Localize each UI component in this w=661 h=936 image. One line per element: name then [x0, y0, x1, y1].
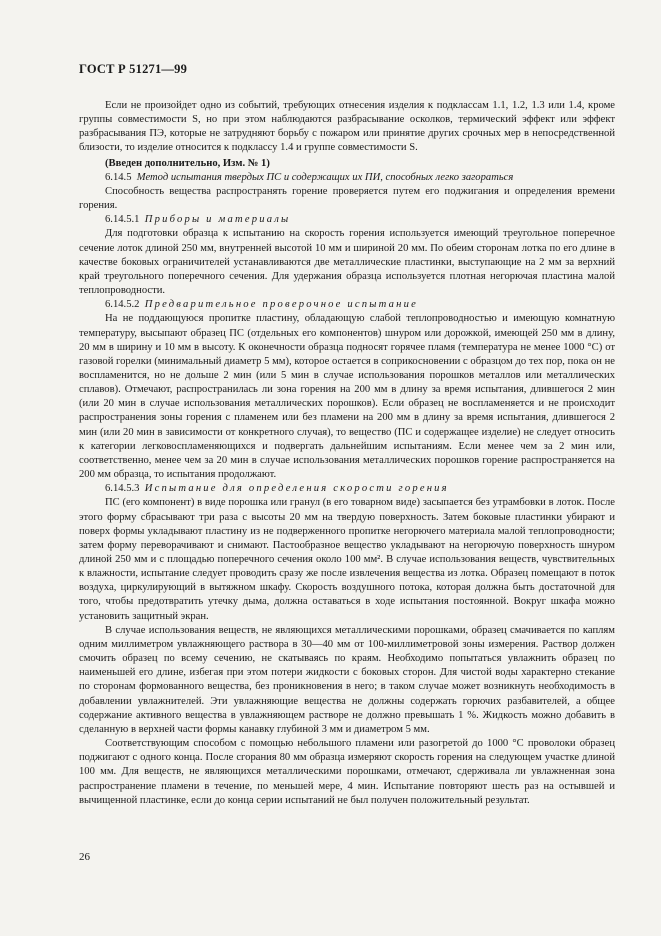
page-number: 26 — [79, 851, 90, 863]
section-6-14-5-3-heading — [79, 482, 615, 496]
section-6-14-5-heading — [79, 171, 615, 185]
section-number: 6.14.5.1 — [105, 214, 140, 226]
section-6-14-5-2-heading — [79, 298, 615, 312]
amendment-note — [79, 157, 615, 171]
section-6-14-5-1-heading — [79, 213, 615, 227]
section-number: 6.14.5.2 — [105, 299, 140, 311]
amendment-note-text: (Введен дополнительно, Изм. № 1) — [105, 157, 270, 169]
section-6-14-5-intro: Способность вещества распространять горение проверяется путем его поджигания и определения времени горения. — [79, 185, 615, 212]
section-6-14-5-3-body-1: ПС (его компонент) в виде порошка или гранул (в его товарном виде) засыпается без утрамбовки в лоток. После этого форму сбрасывают три раза с высоты 20 мм на твердую поверхность. Затем боковые пластинки убирают и поверх формы укладывают пластину из не подверженного пропитке негорючего материала малой теплопроводности; затем форму переворачивают и снимают. Пастообразное вещество укладывают на негорючую поверхность шнуром длиной 250 мм и с площадью поперечного сечения около 100 мм². В случае использования веществ, чувствительных к влажности, испытание следует проводить сразу же после извлечения вещества из лотка. Образец помещают в поток воздуха, циркулирующий в вытяжном шкафу. Скорость воздушного потока, которая должна быть достаточной для того, чтобы предотвратить утечку дыма, должна оставаться в ходе испытания постоянной. Вокруг шкафа можно установить защитный экран. — [79, 497, 615, 622]
paragraph-subclass: Если не произойдет одно из событий, требующих отнесения изделия к подклассам 1.1, 1.2, 1.3 или 1.4, кроме группы совместимости S, но при этом наблюдаются разбрасывание осколков, термический эффект или эффект разбрасывания ПЭ, которые не затрудняют борьбу с пожаром или принятие других срочных мер в непосредственной близости, то изделие относится к подклассу 1.4 и группе совместимости S. — [79, 100, 615, 154]
section-6-14-5-1-body: Для подготовки образца к испытанию на скорость горения используется имеющий треугольное поперечное сечение лоток длиной 250 мм, внутренней высотой 10 мм и шириной 20 мм. По обеим сторонам лотка по его длине в качестве боковых ограничителей устанавливаются две металлические пластинки, выступающие на 2 мм за верхний край треугольного поперечного сечения. Для удержания образца используется плотная негорючая пластина малой теплопроводности. — [79, 228, 615, 297]
section-number: 6.14.5.3 — [105, 483, 140, 495]
section-title: Метод испытания твердых ПС и содержащих их ПИ, способных легко загораться — [136, 171, 514, 183]
section-number: 6.14.5 — [105, 171, 132, 183]
section-6-14-5-2-body: На не поддающуюся пропитке пластину, обладающую слабой теплопроводностью и имеющую комнатную температуру, высыпают образец ПС (отдельных его компонентов) шнуром или дорожкой, имеющей 250 мм в длину, 20 мм в ширину и 10 мм в высоту. К оконечности образца подносят горячее пламя (температура не менее 1000 °С) от газовой горелки (минимальный диаметр 5 мм), которое остается в соприкосновении с образцом до тех пор, пока он не воспламенится, но не дольше 2 мин (или 5 мин в случае использования порошков металлов или металлических сплавов). Отмечают, распространилась ли зона горения на 200 мм в длину за время испытания, длившегося 2 мин (или 20 мин в случае использования металлических порошков). Если образец не воспламеняется и не происходит распространения зоны горения с пламенем или без пламени на 200 мм в длину за время испытания, длившегося 2 мин (или 20 мин в зависимости от конкретного случая), то вещество (ПС и содержащее изделие) не следует относить к категории легковоспламеняющихся и подвергать дальнейшим испытаниям. Если менее чем за 2 мин или, соответственно, менее чем за 20 мин в случае использования металлических порошков горение распространяется на 200 мм образца, то испытания продолжают. — [79, 313, 615, 481]
document-body — [79, 99, 615, 808]
section-6-14-5-3-body-3: Соответствующим способом с помощью небольшого пламени или разогретой до 1000 °С проволоки образец поджигают с одного конца. После сгорания 80 мм образца измеряют скорость горения на следующем участке длиной 100 мм. Для веществ, не являющихся металлическими порошками, отмечают, сдерживала ли увлажненная зона распространение пламени в течение, по меньшей мере, 4 мин. Испытание повторяют шесть раз на остывшей и вычищенной пластинке, если до конца серии испытаний не был получен положительный результат. — [79, 738, 615, 806]
document-code-header: ГОСТ Р 51271—99 — [79, 62, 188, 76]
section-title: Предварительное проверочное испытание — [144, 299, 418, 311]
section-6-14-5-3-body-2: В случае использования веществ, не являющихся металлическими порошками, образец смачивается по каплям одним миллиметром увлажняющего раствора в 30—40 мм от 100-миллиметровой зоны измерения. Раствор должен смочить образец по всему сечению, не скатываясь по краям. Необходимо попытаться увлажнить образец по наименьшей его длине, избегая при этом потери жидкости с боковых сторон. Для чистой воды характерно стекание по сторонам формованного вещества, без проникновения в него; в таком случае может возникнуть необходимость в добавлении увлажнителей. Эти увлажняющие вещества не должны содержать горючих разбавителей, а общее содержание активного вещества в увлажняющем растворе не должно превышать 1 %. Жидкость можно добавить в сделанную в верхней части формы канавку глубиной 3 мм и диаметром 5 мм. — [79, 624, 615, 735]
section-title: Приборы и материалы — [144, 214, 291, 226]
section-title: Испытание для определения скорости горения — [144, 483, 449, 495]
